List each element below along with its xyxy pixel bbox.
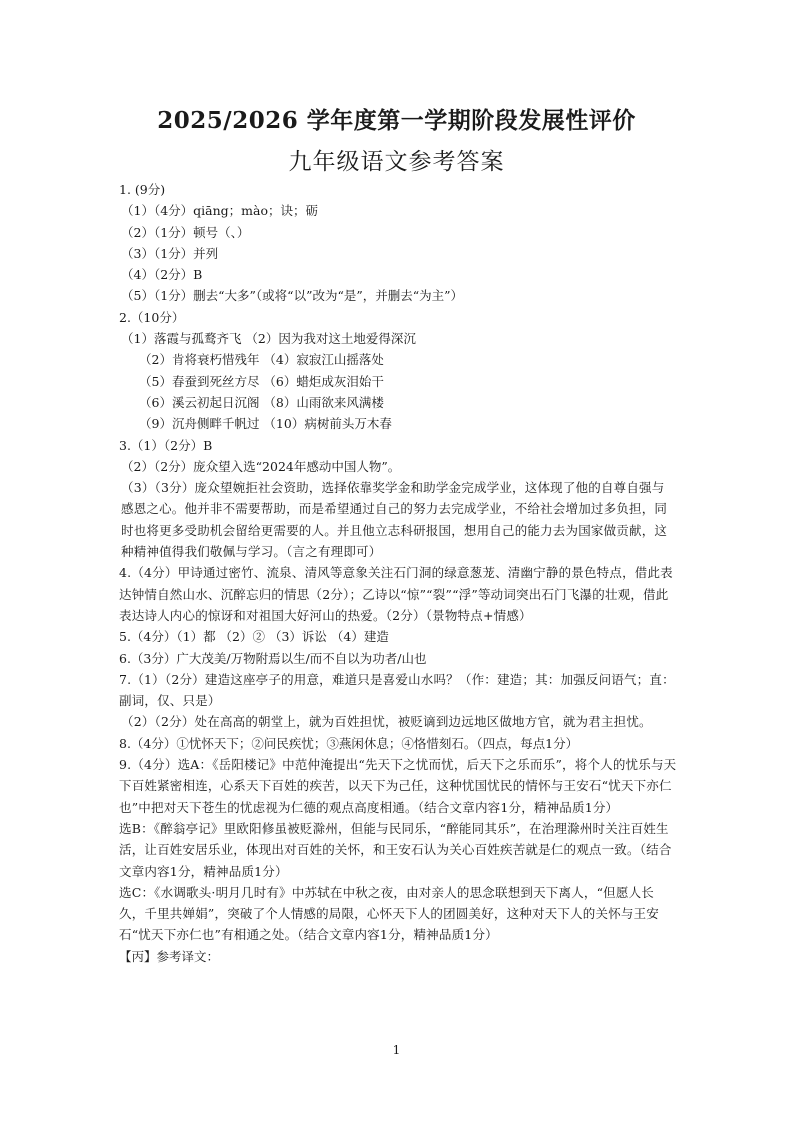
q2-answer-row-4: （6）溪云初起日沉阁 （8）山雨欲来风满楼 — [139, 394, 384, 410]
q9-option-a: 9.（4分）选A：《岳阳楼记》中范仲淹提出“先天下之忧而忧，后天下之乐而乐”，将个人的忧乐与天下百姓紧密相连，心系天下百姓的疾苦，以天下为己任，这种忧国忧民的情怀与王安石“忧天下亦仁也”中把对天下苍生的忧虑视为仁德的观点高度相通。（结合文章内容1分，精神品质1分） — [119, 757, 677, 815]
q3-answer-3: （3）（3分）庞众望婉拒社会资助，选择依靠奖学金和助学金完成学业，这体现了他的自尊自强与感恩之心。他并非不需要帮助，而是希望通过自己的努力去完成学业，不给社会增加过多负担，同时也将更多受助机会留给更需要的人。并且他立志科研报国，想用自己的能力去为国家做贡献，这种精神值得我们敬佩与学习。（言之有理即可） — [121, 480, 668, 560]
q1-answer-5: （5）（1分）删去“大多”（或将“以”改为“是”，并删去“为主”） — [121, 288, 464, 304]
q1-answer-2: （2）（1分）顿号（、） — [121, 224, 250, 240]
q3-answer-1: 3.（1）（2分）B — [119, 437, 213, 453]
q4-answer: 4.（4分）甲诗通过密竹、流泉、清风等意象关注石门洞的绿意葱茏、清幽宁静的景色特点，借此表达钟情自然山水、沉醉忘归的情思（2分）；乙诗以“惊”“裂”“浮”等动词突出石门飞瀑的壮观，借此表达诗人内心的惊讶和对祖国大好河山的热爱。（2分）（景物特点+情感） — [119, 565, 673, 623]
q5-answer: 5.（4分）（1）都 （2）② （3）诉讼 （4）建造 — [119, 629, 389, 645]
q1-answer-4: （4）（2分）B — [121, 267, 203, 283]
q9-option-b: 选B：《醉翁亭记》里欧阳修虽被贬滁州，但能与民同乐，“醉能同其乐”，在治理滁州时关注百姓生活，让百姓安居乐业，体现出对百姓的关怀，和王安石认为关心百姓疾苦就是仁的观点一致。（结合文章内容1分，精神品质1分） — [119, 820, 672, 879]
q1-answer-1: （1）（4分）qiāng；mào；诀；砺 — [121, 203, 318, 219]
q9-option-c: 选C：《水调歌头·明月几时有》中苏轼在中秋之夜，由对亲人的思念联想到天下离人，“但愿人长久，千里共婵娟”，突破了个人情感的局限，心怀天下人的团圆美好，这种对天下人的关怀与王安石“忧天下亦仁也”有相通之处。（结合文章内容1分，精神品质1分） — [119, 884, 659, 943]
q7-answer-2: （2）（2分）处在高高的朝堂上，就为百姓担忧，被贬谪到边远地区做地方官，就为君主担忧。 — [121, 714, 652, 730]
q2-answer-row-2: （2）肯将衰朽惜残年 （4）寂寂江山摇落处 — [139, 352, 384, 368]
page-number: 1 — [392, 1043, 401, 1057]
q2-answer-row-5: （9）沉舟侧畔千帆过 （10）病树前头万木春 — [139, 416, 392, 432]
q2-answer-row-1: （1）落霞与孤鹜齐飞 （2）因为我对这土地爱得深沉 — [121, 331, 416, 347]
translation-heading: 【丙】参考译文： — [119, 948, 220, 964]
q1-answer-3: （3）（1分）并列 — [121, 245, 219, 261]
q2-answer-row-3: （5）春蚕到死丝方尽 （6）蜡炬成灰泪始干 — [139, 373, 384, 389]
document-title: 2025/2026 学年度第一学期阶段发展性评价 — [157, 107, 636, 134]
q7-answer-1: 7.（1）（2分）建造这座亭子的用意，难道只是喜爱山水吗？（作：建造；其：加强反问语气；直：副词，仅、只是） — [119, 671, 675, 709]
q2-heading: 2.（10分） — [119, 309, 185, 325]
q1-heading: 1. (9分) — [119, 182, 166, 197]
q6-answer: 6.（3分）广大茂美/万物附焉以生/而不自以为功者/山也 — [119, 650, 427, 666]
answer-content — [119, 179, 677, 967]
q3-answer-2: （2）（2分）庞众望入选“2024年感动中国人物”。 — [121, 458, 401, 474]
document-subtitle: 九年级语文参考答案 — [288, 149, 505, 175]
q8-answer: 8.（4分）①忧怀天下；②问民疾忧；③燕闲休息；④恪惜刻石。（四点，每点1分） — [119, 735, 579, 751]
